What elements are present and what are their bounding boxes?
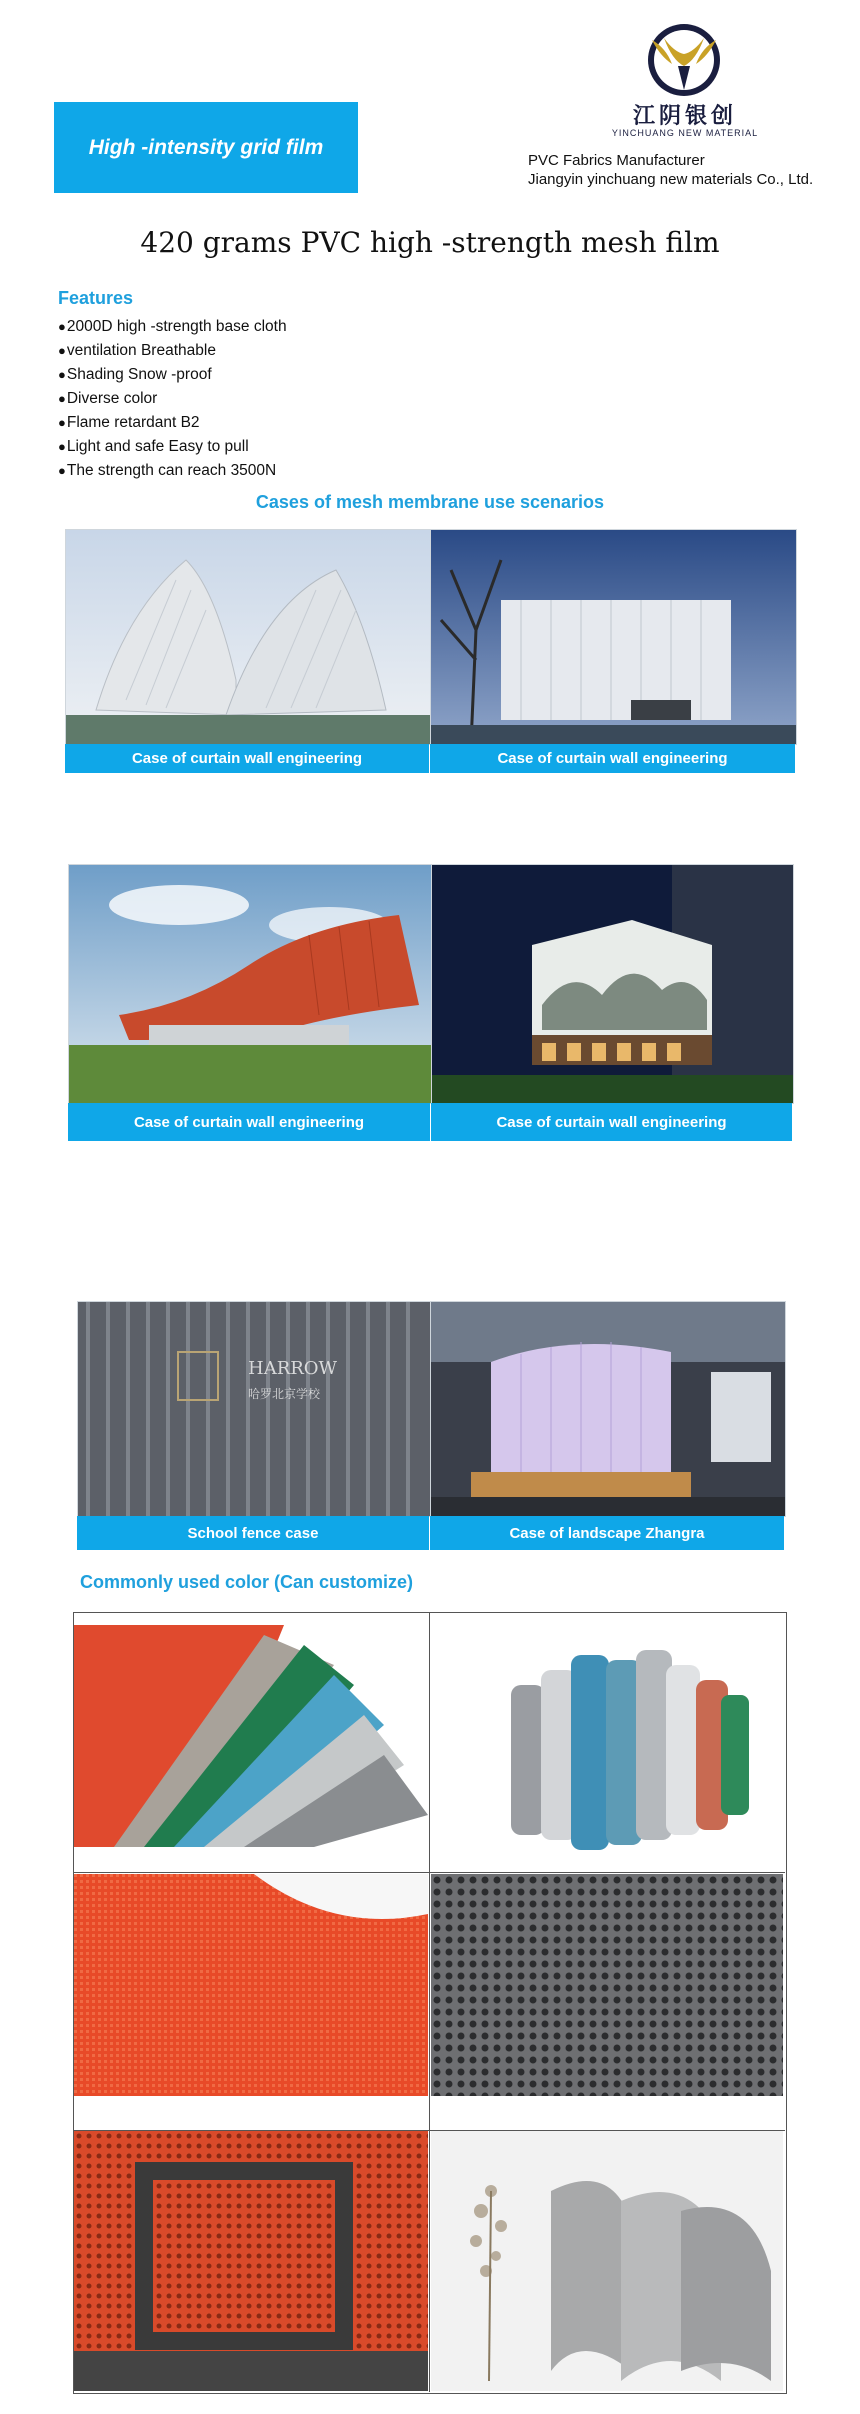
feature-item: ● Flame retardant B2: [58, 411, 287, 435]
feature-item: ● Diverse color: [58, 387, 287, 411]
case-photo-red-wave-building: [68, 864, 432, 1104]
case-caption: Case of curtain wall engineering: [68, 1103, 430, 1141]
feature-item: ● The strength can reach 3500N: [58, 459, 287, 483]
swatch-photo-rolls: [431, 1625, 783, 1865]
case-caption: Case of landscape Zhangra: [430, 1516, 784, 1550]
features-list: [58, 315, 287, 483]
grid-divider: [73, 1872, 785, 1873]
cases-heading: Cases of mesh membrane use scenarios: [255, 492, 605, 512]
feature-item: ● Light and safe Easy to pull: [58, 435, 287, 459]
case-caption: Case of curtain wall engineering: [431, 1103, 792, 1141]
case-photo-lit-facade: [430, 529, 797, 745]
features-heading: Features: [58, 288, 134, 308]
page-title: 420 grams PVC high -strength mesh film: [140, 226, 720, 259]
feature-item: ● ventilation Breathable: [58, 339, 287, 363]
company-tagline: PVC Fabrics Manufacturer: [528, 152, 705, 169]
sign-text: HARROW: [248, 1358, 338, 1379]
colors-heading: Commonly used color (Can customize): [80, 1572, 414, 1592]
case-photo-school-fence: [77, 1301, 431, 1517]
swatch-photo-grey-sheets: [431, 2131, 783, 2391]
case-photo-curved-building: [65, 529, 431, 745]
swatch-photo-grey-mesh: [431, 1874, 783, 2096]
swatch-photo-fanned-samples: [74, 1625, 428, 1847]
brand-name-en: YINCHUANG NEW MATERIAL: [611, 128, 759, 138]
sign-text-cn: 哈罗北京学校: [248, 1387, 321, 1401]
case-photo-landscape-cube: [431, 864, 794, 1104]
case-photo-landscape-zhangra: [430, 1301, 786, 1517]
grid-divider: [429, 1612, 430, 2392]
company-name: Jiangyin yinchuang new materials Co., Ltd.: [528, 171, 814, 188]
swatch-photo-red-mesh: [74, 1874, 428, 2096]
feature-item: ● Shading Snow -proof: [58, 363, 287, 387]
feature-item: ● 2000D high -strength base cloth: [58, 315, 287, 339]
product-badge: High -intensity grid film: [54, 102, 358, 193]
case-caption: Case of curtain wall engineering: [430, 744, 795, 773]
brand-name-cn: 江阴银创: [632, 104, 737, 129]
swatch-photo-test-frame: [74, 2131, 428, 2391]
case-caption: School fence case: [77, 1516, 429, 1550]
case-caption: Case of curtain wall engineering: [65, 744, 429, 773]
